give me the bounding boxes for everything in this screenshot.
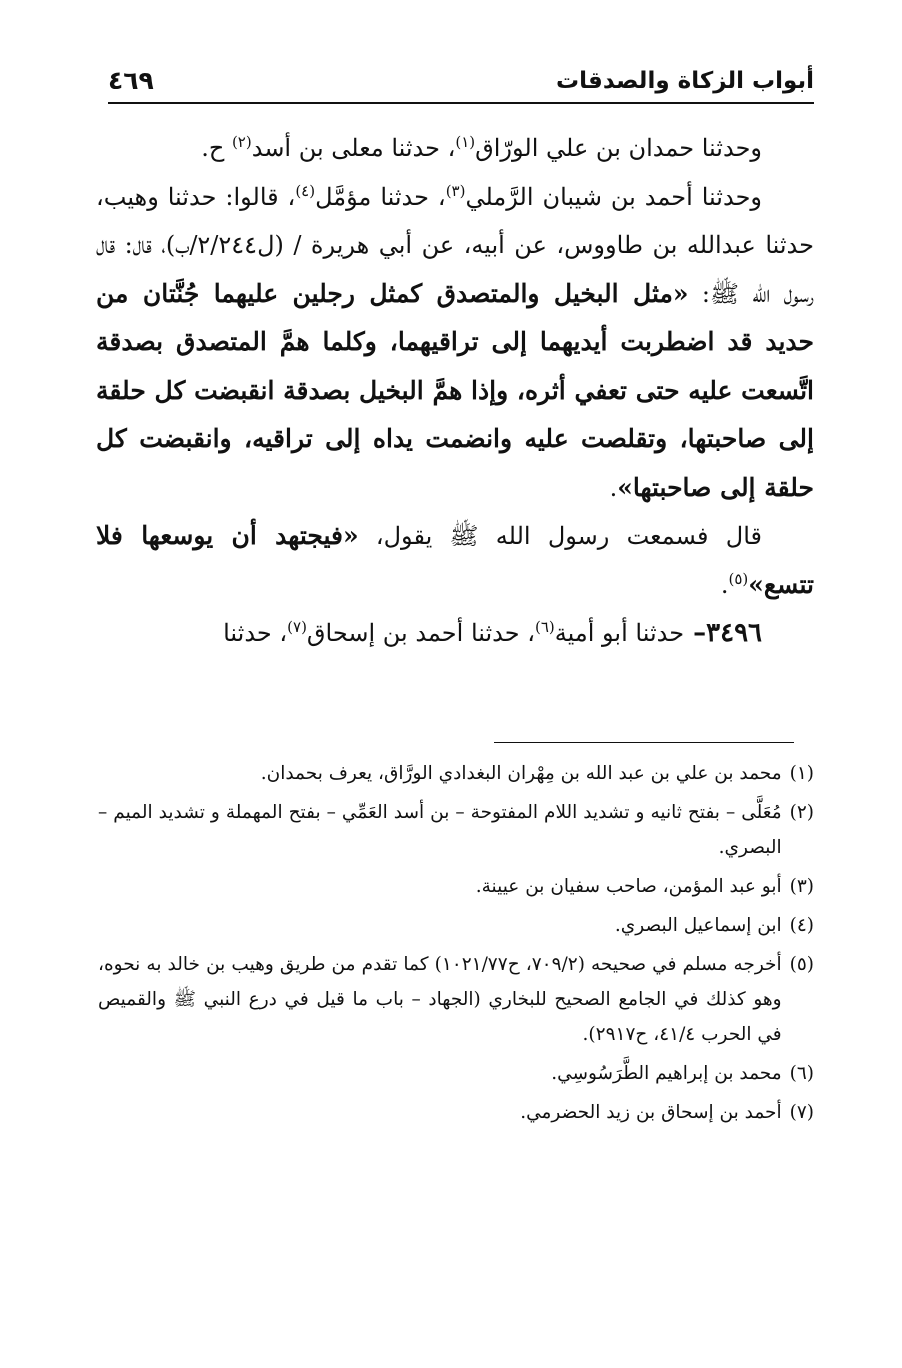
- text-run: ، حدثنا معلى بن أسد: [251, 134, 456, 162]
- paragraph-2: [96, 173, 814, 513]
- page-header: [108, 62, 814, 106]
- footnote-ref-5: (٥): [728, 569, 749, 588]
- text-run: حدثنا أبو أمية: [554, 619, 685, 647]
- text-run: .: [609, 473, 618, 502]
- footnote-3: [98, 869, 814, 904]
- footnote-text: أخرجه مسلم في صحيحه (٧٠٩/٢، ح١٠٢١/٧٧) كما تقدم من طريق وهيب بن خالد به نحوه، وهو كذلك في الجامع الصحيح للبخاري (الجهاد – باب ما قيل في درع النبي ﷺ والقميص في الحرب ٤١/٤، ح٢٩١٧).: [98, 954, 782, 1045]
- running-title: أبواب الزكاة والصدقات: [556, 68, 814, 94]
- footnote-text: أحمد بن إسحاق بن زيد الحضرمي.: [520, 1102, 782, 1123]
- text-run: وحدثنا أحمد بن شيبان الرَّملي: [465, 182, 762, 211]
- footnote-ref-3: (٣): [445, 181, 466, 200]
- footnote-number: (٣): [789, 876, 814, 897]
- text-run: وحدثنا حمدان بن علي الورّاق: [475, 134, 762, 162]
- footnote-text: محمد بن علي بن عبد الله بن مِهْران البغدادي الورَّاق، يعرف بحمدان.: [260, 763, 782, 784]
- footnote-ref-1: (١): [455, 133, 476, 151]
- text-run: .: [720, 570, 729, 599]
- text-run: ، قالوا: حدثنا وهيب، حدثنا عبدالله بن طاووس، عن أبيه، عن أبي هريرة / (ل٢/٢٤٤/ب)، قال: قال رسول الله ﷺ:: [96, 182, 814, 308]
- footnote-ref-4: (٤): [295, 181, 316, 200]
- footnote-ref-2: (٢): [231, 133, 252, 151]
- main-text: [96, 124, 814, 658]
- footnote-number: (٧): [789, 1102, 814, 1123]
- text-run: ، حدثنا أحمد بن إسحاق: [306, 619, 535, 647]
- paragraph-4: [96, 609, 814, 658]
- paragraph-3: [96, 512, 814, 609]
- hadith-number: ٣٤٩٦: [706, 618, 762, 648]
- hadith-quote: «فيجتهد أن يوسعها فلا تتسع»: [96, 521, 814, 599]
- text-run: ، حدثنا مؤمَّل: [315, 182, 446, 211]
- footnote-number: (١): [789, 763, 814, 784]
- footnote-text: ابن إسماعيل البصري.: [614, 915, 782, 936]
- footnotes: [98, 756, 814, 1134]
- footnote-number: (٤): [789, 915, 814, 936]
- footnote-text: مُعَلَّى – بفتح ثانيه و تشديد اللام المفتوحة – بن أسد العَمِّي – بفتح المهملة و تشديد الميم – البصري.: [98, 802, 782, 858]
- header-rule: [108, 102, 814, 104]
- footnote-ref-7: (٧): [287, 618, 307, 636]
- page-number: ٤٦٩: [108, 66, 154, 95]
- footnote-text: أبو عبد المؤمن، صاحب سفيان بن عيينة.: [475, 876, 782, 897]
- text-run: ح.: [201, 134, 232, 162]
- footnote-number: (٢): [789, 802, 814, 823]
- footnote-text: محمد بن إبراهيم الطَّرَسُوسِي.: [551, 1063, 782, 1084]
- footnote-separator: [494, 742, 794, 743]
- footnote-number: (٦): [789, 1063, 814, 1084]
- footnote-2: [98, 795, 814, 865]
- text-run: قال فسمعت رسول الله ﷺ يقول،: [358, 522, 762, 550]
- hadith-quote: «مثل البخيل والمتصدق كمثل رجلين عليهما جُنَّتان من حديد قد اضطربت أيديهما إلى تراقيهما، وكلما همَّ المتصدق بصدقة اتَّسعت عليه حتى تعفي أثره، وإذا همَّ البخيل بصدقة انقبضت كل حلقة إلى صاحبتها، وتقلصت عليه وانضمت يداه إلى تراقيه، وانقبضت كل حلقة إلى صاحبتها»: [96, 278, 814, 502]
- text-run: ، حدثنا: [223, 619, 288, 647]
- footnote-4: [98, 908, 814, 943]
- footnote-7: [98, 1095, 814, 1130]
- hadith-number-dash: –: [684, 618, 707, 648]
- footnote-6: [98, 1056, 814, 1091]
- paragraph-1: [96, 124, 814, 173]
- footnote-1: [98, 756, 814, 791]
- footnote-ref-6: (٦): [534, 618, 555, 636]
- footnote-5: [98, 947, 814, 1052]
- footnote-number: (٥): [789, 954, 814, 975]
